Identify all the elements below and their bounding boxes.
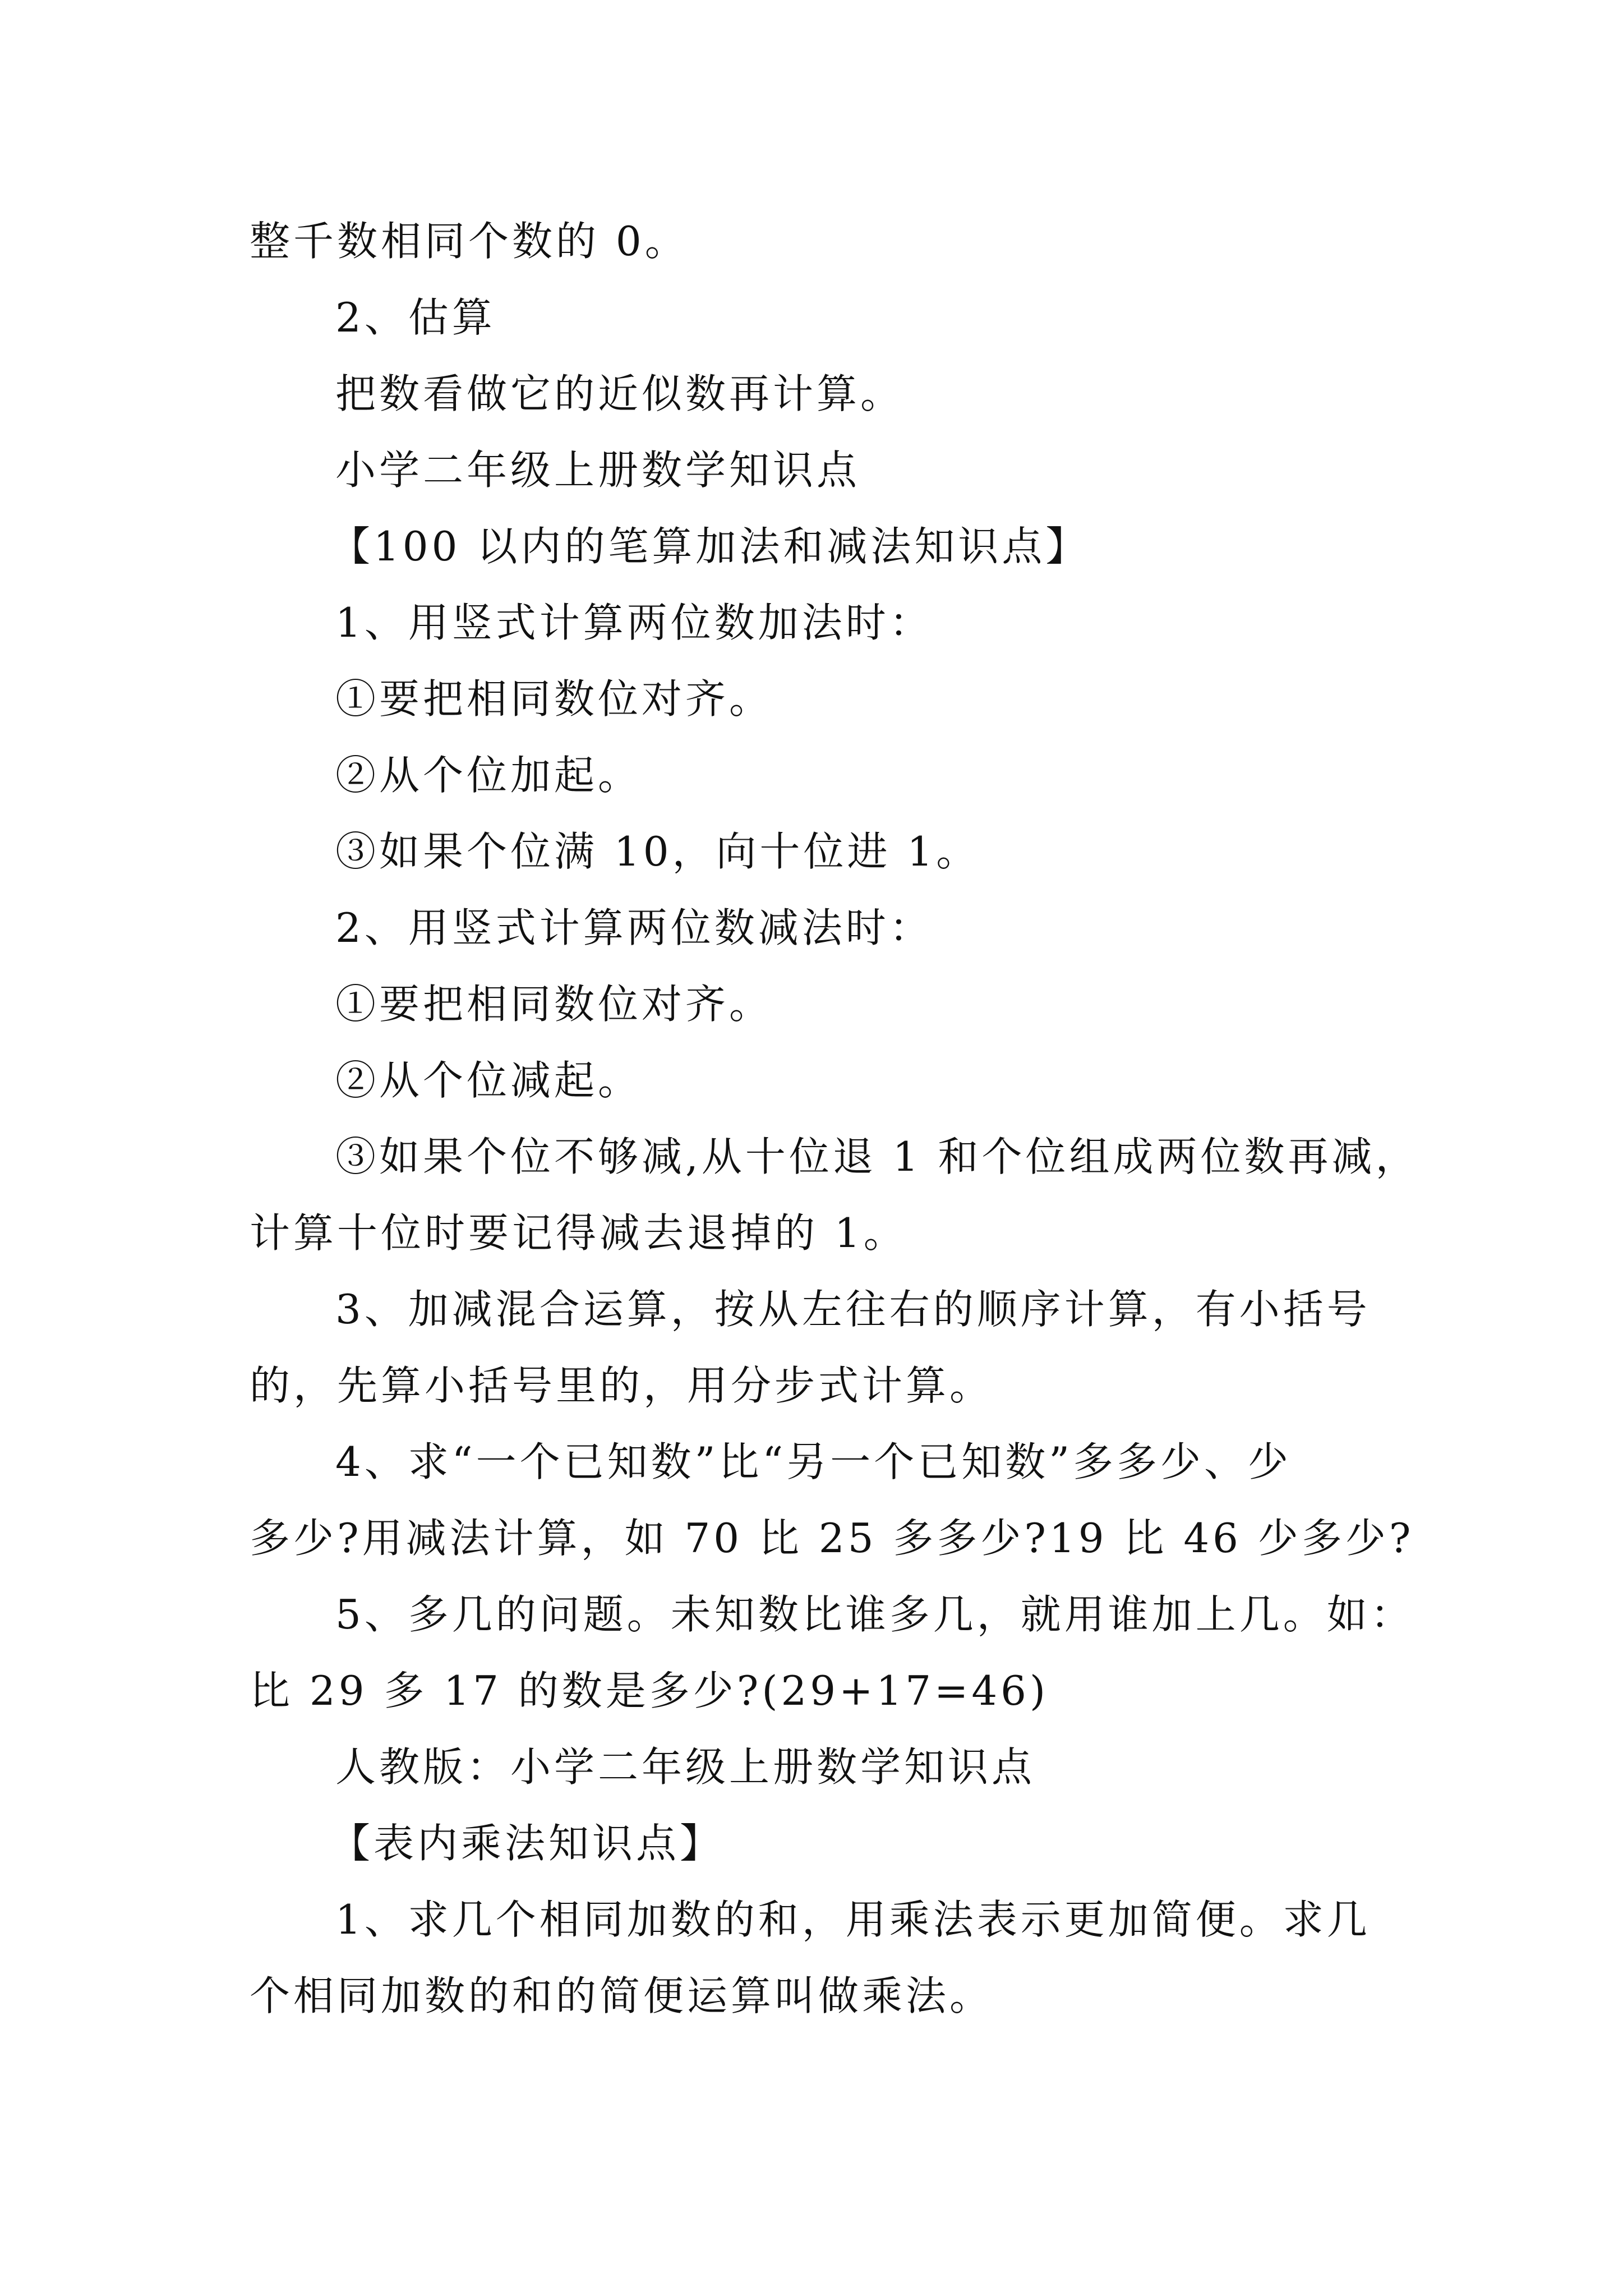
paragraph-line: 3、加减混合运算，按从左往右的顺序计算，有小括号 <box>335 1286 1371 1333</box>
text-line: 计算十位时要记得减去退掉的 1。 <box>250 1209 907 1257</box>
paragraph-line: 个相同加数的和的简便运算叫做乘法。 <box>250 1972 994 2019</box>
list-item: ①要把相同数位对齐。 <box>335 675 773 723</box>
paragraph-line: 的，先算小括号里的，用分步式计算。 <box>250 1362 994 1409</box>
paragraph-line: 5、多几的问题。未知数比谁多几，就用谁加上几。如： <box>335 1591 1414 1638</box>
paragraph-line: 1、求几个相同加数的和，用乘法表示更加简便。求几 <box>335 1896 1371 1943</box>
paragraph-line: 多少?用减法计算，如 70 比 25 多多少?19 比 46 少多少? <box>250 1515 1414 1562</box>
text-line: 整千数相同个数的 0。 <box>250 218 689 265</box>
section-title: 小学二年级上册数学知识点 <box>335 447 861 494</box>
section-title: 人教版：小学二年级上册数学知识点 <box>335 1743 1036 1791</box>
list-item: ③如果个位不够减,从十位退 1 和个位组成两位数再减， <box>335 1133 1419 1180</box>
topic-heading: 【100 以内的笔算加法和减法知识点】 <box>330 523 1090 570</box>
list-item: ①要把相同数位对齐。 <box>335 981 773 1028</box>
list-item: ②从个位减起。 <box>335 1057 642 1104</box>
text-line: 把数看做它的近似数再计算。 <box>335 370 905 417</box>
list-heading: 2、用竖式计算两位数减法时： <box>335 904 933 951</box>
paragraph-line: 比 29 多 17 的数是多少?(29+17=46) <box>250 1667 1049 1714</box>
section-heading-estimation: 2、估算 <box>335 294 496 341</box>
list-item: ②从个位加起。 <box>335 752 642 799</box>
topic-heading: 【表内乘法知识点】 <box>330 1820 724 1867</box>
paragraph-line: 4、求“一个已知数”比“另一个已知数”多多少、少 <box>335 1438 1292 1485</box>
list-item: ③如果个位满 10，向十位进 1。 <box>335 828 980 875</box>
list-heading: 1、用竖式计算两位数加法时： <box>335 599 933 646</box>
